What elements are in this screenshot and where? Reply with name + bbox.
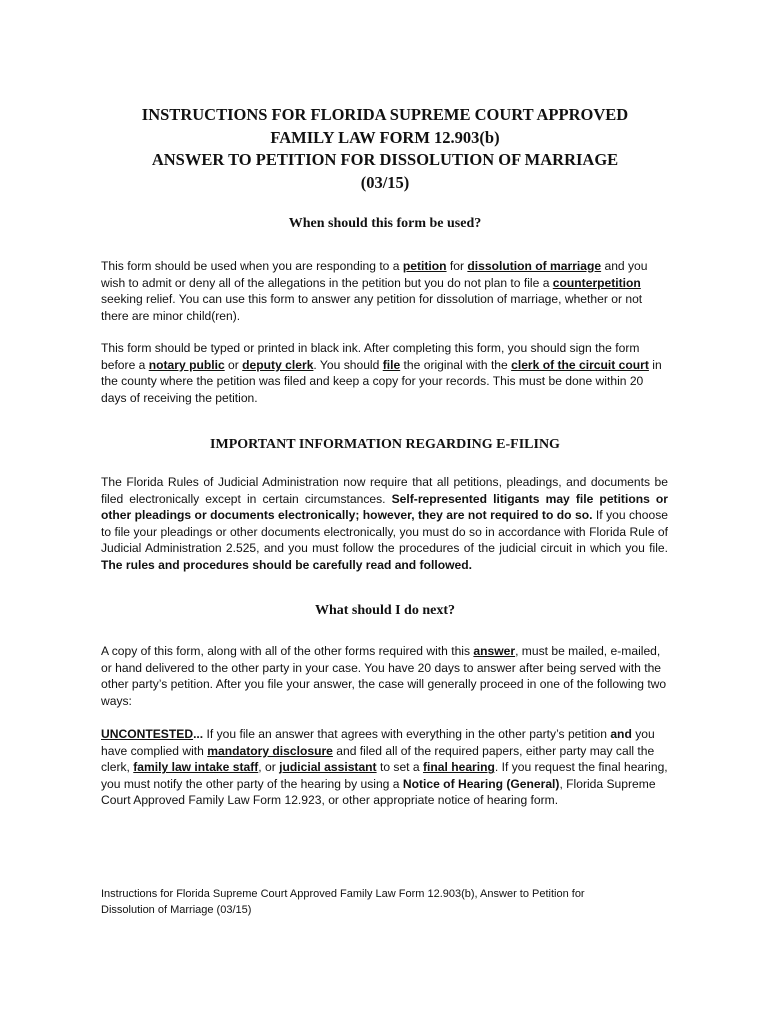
- bold-rules-procedures: The rules and procedures should be carefully read and followed.: [101, 557, 472, 572]
- page-footer: [101, 887, 661, 918]
- link-clerk-of-circuit-court[interactable]: clerk of the circuit court: [511, 357, 649, 372]
- link-petition[interactable]: petition: [402, 259, 447, 273]
- link-deputy-clerk[interactable]: deputy clerk: [242, 357, 314, 372]
- title-line-2: FAMILY LAW FORM 12.903(b): [270, 127, 500, 147]
- link-family-law-intake-staff[interactable]: family law intake staff: [133, 760, 259, 775]
- link-final-hearing[interactable]: final hearing: [422, 760, 495, 775]
- bold-self-represented: Self-represented litigants may file petitions or other pleadings or documents electronically; however, they are not required to do so.: [101, 491, 669, 523]
- link-notary-public[interactable]: notary public: [148, 357, 225, 372]
- paragraph-typed-printed: This form should be typed or printed in black ink. After completing this form, you should sign the form before a notary public or deputy clerk. You should file the original with the clerk of the circuit court in the county where the petition was filed and keep a copy for your records. This must be done within 20 days of receiving the petition.: [101, 341, 662, 405]
- title-line-3: ANSWER TO PETITION FOR DISSOLUTION OF MARRIAGE: [151, 150, 619, 169]
- paragraph-e-filing: The Florida Rules of Judicial Administration now require that all petitions, pleadings, and documents be filed electronically except in certain circumstances. Self-represented litigants may file petitions or other pleadings or documents electronically; however, they are not required to do so. If you choose to file your pleadings or other documents electronically, you must do so in accordance with Florida Rule of Judicial Administration 2.525, and you must follow the procedures of the judicial circuit in which you file. The rules and procedures should be carefully read and followed.: [101, 475, 669, 572]
- footer-line-1: Instructions for Florida Supreme Court Approved Family Law Form 12.903(b), Answer to Petition for: [101, 888, 585, 900]
- link-dissolution-of-marriage[interactable]: dissolution of marriage: [467, 259, 602, 273]
- link-judicial-assistant[interactable]: judicial assistant: [279, 760, 377, 775]
- heading-e-filing: IMPORTANT INFORMATION REGARDING E-FILING: [210, 437, 560, 452]
- paragraph-when-used: This form should be used when you are responding to a petition for dissolution of marriage and you wish to admit or deny all of the allegations in the petition but you do not plan to file a counterpetition seeking relief. You can use this form to answer any petition for dissolution of marriage, whether or not there are minor child(ren).: [101, 259, 648, 323]
- link-answer[interactable]: answer: [473, 644, 516, 658]
- document-title: [90, 104, 680, 194]
- paragraph-uncontested: UNCONTESTED... If you file an answer that agrees with everything in the other party’s petition and you have complied with mandatory disclosure and filed all of the required papers, either party may call the clerk, family law intake staff, or judicial assistant to set a final hearing. If you request the final hearing, you must notify the other party of the hearing by using a Notice of Hearing (General), Florida Supreme Court Approved Family Law Form 12.923, or other appropriate notice of hearing form.: [101, 727, 668, 808]
- paragraph-what-next: A copy of this form, along with all of the other forms required with this answer, must be mailed, e-mailed, or hand delivered to the other party in your case. You have 20 days to answer after being served with the other party’s petition. After you file your answer, the case will generally proceed in one of the following two ways:: [101, 644, 667, 708]
- heading-what-next: What should I do next?: [314, 603, 456, 618]
- link-file[interactable]: file: [382, 357, 401, 372]
- link-counterpetition[interactable]: counterpetition: [552, 275, 641, 290]
- title-line-1: INSTRUCTIONS FOR FLORIDA SUPREME COURT APPROVED: [141, 105, 629, 124]
- link-uncontested[interactable]: UNCONTESTED: [101, 727, 194, 741]
- title-line-4: (03/15): [360, 172, 410, 192]
- link-mandatory-disclosure[interactable]: mandatory disclosure: [207, 743, 333, 758]
- footer-line-2: Dissolution of Marriage (03/15): [101, 903, 252, 916]
- heading-when-used: When should this form be used?: [288, 216, 482, 231]
- bold-notice-of-hearing: Notice of Hearing (General): [402, 776, 560, 791]
